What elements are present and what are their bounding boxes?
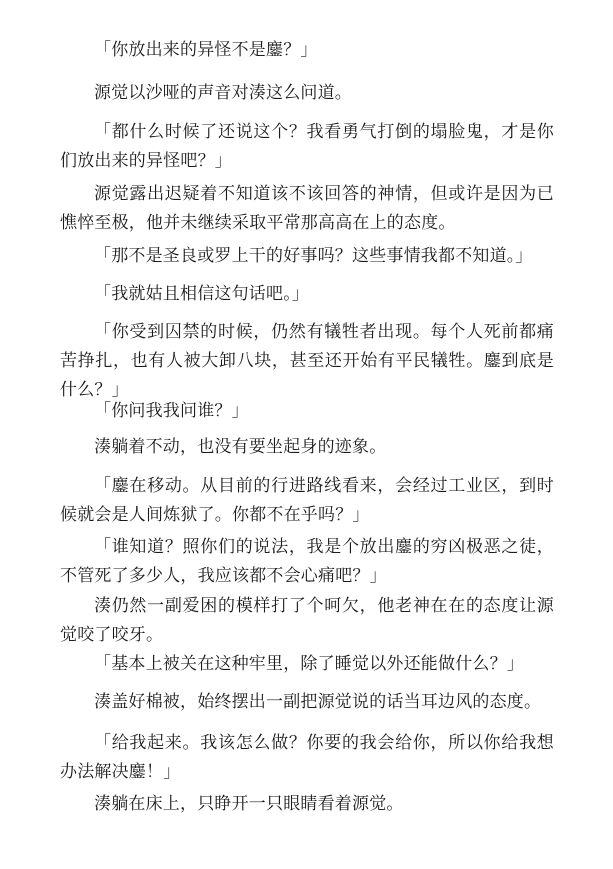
paragraph: 「我就姑且相信这句话吧。」 <box>94 284 310 304</box>
paragraph: 湊仍然一副爱困的模样打了个呵欠，他老神在在的态度让源觉咬了咬牙。 <box>60 596 554 645</box>
paragraph: 湊躺在床上，只睁开一只眼睛看着源觉。 <box>94 794 404 814</box>
paragraph: 湊躺着不动，也没有要坐起身的迹象。 <box>94 437 387 457</box>
paragraph: 「都什么时候了还说这个？我看勇气打倒的塌脸鬼，才是你们放出来的异怪吧？」 <box>60 122 554 171</box>
paragraph: 「谁知道？照你们的说法，我是个放出鏖的穷凶极恶之徒，不管死了多少人，我应该都不会心痛吧？」 <box>60 537 554 586</box>
paragraph: 「你受到囚禁的时候，仍然有犠牲者出现。每个人死前都痛苦挣扎，也有人被大卸八块，甚至还开始有平民犠牲。鏖到底是什么？」 <box>60 322 554 400</box>
paragraph: 源觉露出迟疑着不知道该不该回答的神情，但或许是因为已憔悴至极，他并未继续采取平常那高高在上的态度。 <box>60 184 554 233</box>
paragraph: 湊盖好棉被，始终摆出一副把源觉说的话当耳边风的态度。 <box>94 692 542 712</box>
paragraph: 「那不是圣良或罗上干的好事吗？这些事情我都不知道。」 <box>94 246 533 266</box>
paragraph: 「给我起来。我该怎么做？你要的我会给你，所以你给我想办法解决鏖！」 <box>60 733 554 782</box>
paragraph: 「鏖在移动。从目前的行进路线看来，会经过工业区，到时候就会是人间炼狱了。你都不在乎吗？」 <box>60 476 554 525</box>
paragraph: 「你问我我问谁？」 <box>94 401 249 421</box>
paragraph: 「基本上被关在这种牢里，除了睡觉以外还能做什么？」 <box>94 654 524 674</box>
paragraph: 源觉以沙哑的声音对湊这么问道。 <box>94 83 352 103</box>
paragraph: 「你放出来的异怪不是鏖？」 <box>94 40 318 60</box>
